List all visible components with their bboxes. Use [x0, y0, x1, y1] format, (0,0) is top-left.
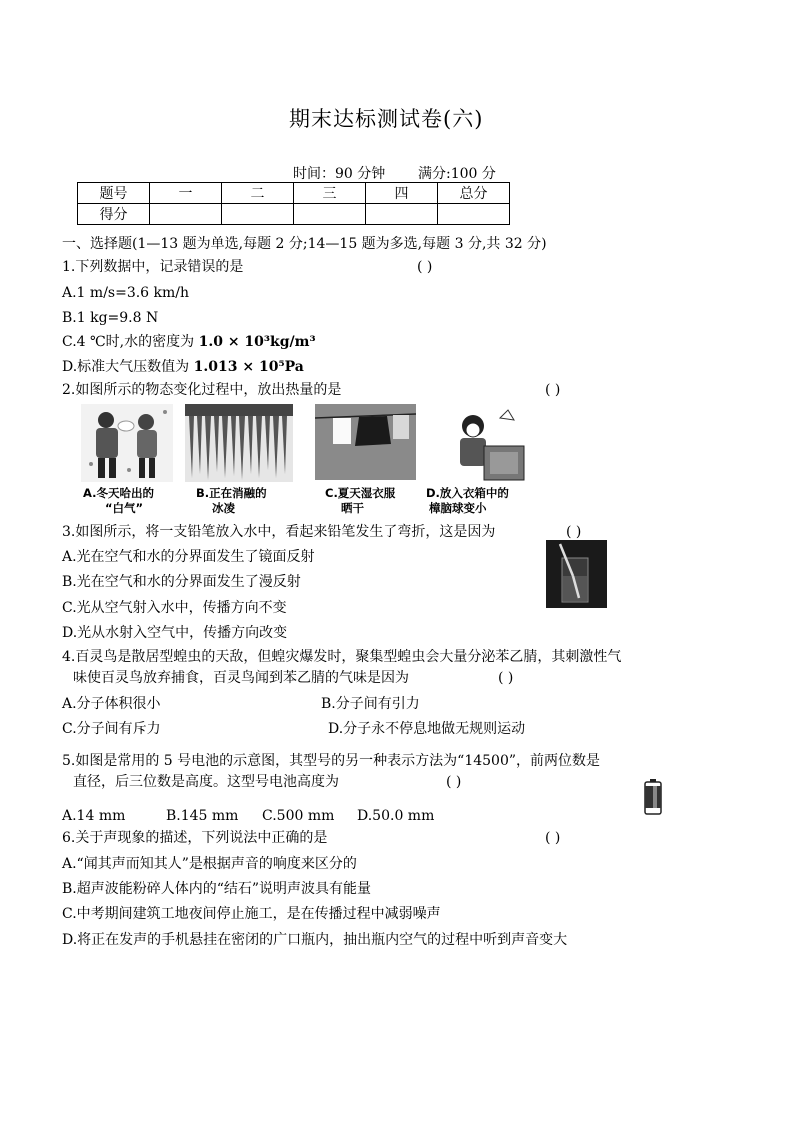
q5-option-c: C.500 mm: [262, 808, 335, 824]
q6-stem: 6.关于声现象的描述，下列说法中正确的是: [62, 830, 328, 846]
pencil-in-water-image: [546, 540, 607, 608]
q3-option-b: B.光在空气和水的分界面发生了漫反射: [62, 574, 301, 590]
score-table-header-cell: 总分: [438, 183, 510, 204]
q1-option-c: [62, 334, 316, 350]
q2-caption-d-line2: 樟脑球变小: [429, 501, 487, 515]
q4-option-a: A.分子体积很小: [62, 696, 161, 712]
q6-option-d: D.将正在发声的手机悬挂在密闭的广口瓶内，抽出瓶内空气的过程中听到声音变大: [62, 932, 568, 948]
score-table: [77, 182, 510, 225]
q2-caption-a-line1: A.冬天哈出的: [83, 486, 154, 500]
q2-answer-paren[interactable]: ( ): [545, 382, 561, 398]
q1-option-c-formula: 1.0 × 10³kg/m³: [198, 334, 316, 350]
score-table-header-cell: 题号: [78, 183, 150, 204]
q1-option-a: A.1 m/s=3.6 km/h: [62, 285, 190, 301]
q6-option-c: C.中考期间建筑工地夜间停止施工，是在传播过程中减弱噪声: [62, 906, 441, 922]
page-title: 期末达标测试卷(六): [289, 107, 484, 131]
q5-option-b: B.145 mm: [166, 808, 239, 824]
score-cell[interactable]: [438, 204, 510, 225]
score-cell[interactable]: [150, 204, 222, 225]
q1-answer-paren[interactable]: ( ): [417, 259, 433, 275]
q4-stem-line1: 4.百灵鸟是散居型蝗虫的天敌，但蝗灾爆发时，聚集型蝗虫会大量分泌苯乙腈，其刺激性气: [62, 649, 622, 665]
q1-stem: 1.下列数据中，记录错误的是: [62, 259, 244, 275]
q2-caption-d-line1: D.放入衣箱中的: [426, 486, 509, 500]
q2-caption-d: [426, 486, 509, 516]
q2-caption-b-line1: B.正在消融的: [196, 486, 267, 500]
section-heading: 一、选择题(1—13 题为单选,每题 2 分;14—15 题为多选,每题 3 分,共 32 分): [62, 236, 547, 252]
q2-stem: 2.如图所示的物态变化过程中，放出热量的是: [62, 382, 342, 398]
q5-option-a: A.14 mm: [62, 808, 126, 824]
q2-caption-c: [325, 486, 395, 516]
score-table-header-cell: 一: [150, 183, 222, 204]
q5-option-d: D.50.0 mm: [357, 808, 435, 824]
q6-answer-paren[interactable]: ( ): [545, 830, 561, 846]
score-table-header-cell: 三: [294, 183, 366, 204]
q1-option-d: [62, 359, 304, 375]
exam-time: 时间：90 分钟: [293, 166, 386, 182]
q4-stem-line2: 味使百灵鸟放弃捕食，百灵鸟闻到苯乙腈的气味是因为: [73, 670, 409, 686]
exam-full-score: 满分:100 分: [418, 166, 496, 182]
score-cell[interactable]: [222, 204, 294, 225]
score-table-row-label: 得分: [78, 204, 150, 225]
q5-stem-line1: 5.如图是常用的 5 号电池的示意图，其型号的另一种表示方法为“14500”，前两位数是: [62, 753, 601, 769]
q2-caption-a-line2: “白气”: [105, 501, 144, 515]
score-cell[interactable]: [366, 204, 438, 225]
q4-answer-paren[interactable]: ( ): [498, 670, 514, 686]
q4-option-d: D.分子永不停息地做无规则运动: [328, 721, 526, 737]
q3-stem: 3.如图所示，将一支铅笔放入水中，看起来铅笔发生了弯折，这是因为: [62, 524, 496, 540]
q5-stem-line2: 直径，后三位数是高度。这型号电池高度为: [73, 774, 339, 790]
q3-option-d: D.光从水射入空气中，传播方向改变: [62, 625, 288, 641]
q2-caption-b: [196, 486, 267, 516]
drying-clothes-image: [315, 404, 416, 480]
score-table-header-cell: 二: [222, 183, 294, 204]
q6-option-a: A.“闻其声而知其人”是根据声音的响度来区分的: [62, 856, 357, 872]
aa-battery-image: [643, 778, 663, 816]
score-table-header-row: [78, 183, 510, 204]
q6-option-b: B.超声波能粉碎人体内的“结石”说明声波具有能量: [62, 881, 372, 897]
q4-option-c: C.分子间有斥力: [62, 721, 161, 737]
score-table-header-cell: 四: [366, 183, 438, 204]
q5-answer-paren[interactable]: ( ): [446, 774, 462, 790]
q3-option-c: C.光从空气射入水中，传播方向不变: [62, 600, 287, 616]
q1-option-c-text: C.4 ℃时,水的密度为: [62, 334, 195, 350]
q1-option-d-formula: 1.013 × 10⁵Pa: [193, 359, 304, 375]
q4-option-b: B.分子间有引力: [321, 696, 420, 712]
q2-caption-c-line2: 晒干: [341, 501, 364, 515]
score-cell[interactable]: [294, 204, 366, 225]
camphor-ball-image: [448, 404, 530, 484]
q3-answer-paren[interactable]: ( ): [566, 524, 582, 540]
q1-option-d-text: D.标准大气压数值为: [62, 359, 190, 375]
q2-caption-a: [83, 486, 154, 516]
melting-icicles-image: [185, 404, 293, 482]
q2-caption-b-line2: 冰凌: [212, 501, 235, 515]
q3-option-a: A.光在空气和水的分界面发生了镜面反射: [62, 549, 315, 565]
winter-breath-image: [81, 404, 173, 482]
score-table-score-row: [78, 204, 510, 225]
q2-caption-c-line1: C.夏天湿衣服: [325, 486, 396, 500]
q1-option-b: B.1 kg=9.8 N: [62, 310, 159, 326]
